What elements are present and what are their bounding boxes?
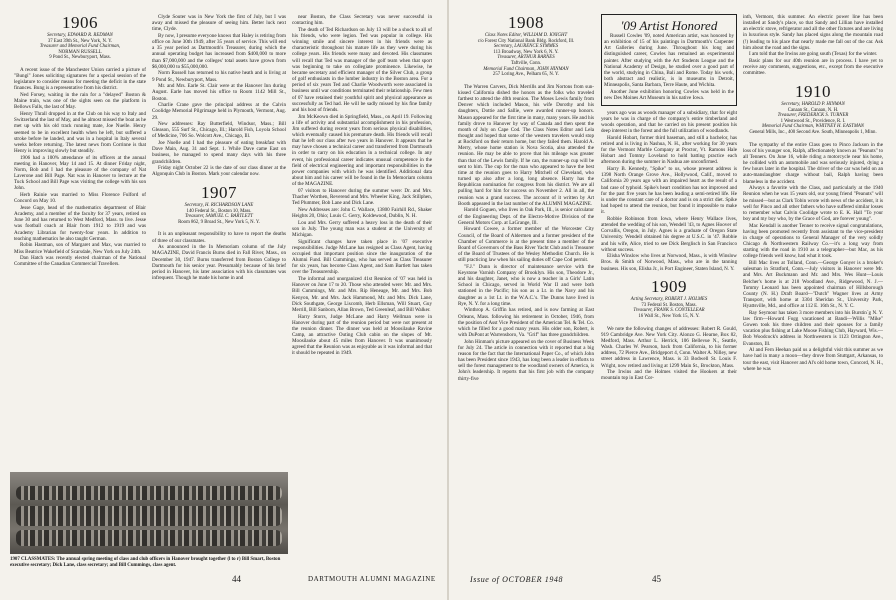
- treasurer-role: Treasurer,: [497, 55, 517, 61]
- officer-name: ROBERT J. HOLMES: [664, 297, 708, 303]
- paragraph: Ray Seymour has taken 3 more members into his Burstin´g N. Y. law firm—Howard Fogg vacationed at Bandi—Willis "Mike" Gowen took his three children and their spouses for a family vacation plus fishing at Lake Moose Fishing Club, Hayward, Wis.—Bob Woodcock's address in Northwestern is 1123 Ortington Ave., Evanston, Ill.: [743, 309, 883, 347]
- memorial-name: WHITNEY H. EASTMAN: [815, 124, 864, 130]
- officer-role: Class Notes Editor,: [484, 33, 522, 38]
- paragraph: Clyde Souter was in New York the first of July, but I was away and missed the pleasure of seeing him. Better luck next time, Clyde.: [152, 14, 286, 33]
- paragraph: The sympathy of the entire Class goes to Pinco Jackson in the loss of his younger son, Ralph, affectionately known as "Peanuts" to all Tenners. On June 16, while riding a motorcycle near his home, he collided with an automobile and was seriously injured, dying a few hours later in the hospital. The driver of the car was held on an auto-manslaughter charge without bail, Ralph having been blameless in the accident.: [743, 141, 883, 185]
- treasurer-role: Treasurer,: [185, 214, 205, 220]
- officer-role: Secretary,: [47, 33, 67, 38]
- officer-name: HAROLD P. HINMAN: [801, 102, 845, 108]
- paragraph: Bill Mac lives at Tolland, Conn.—George Gonyer is a broker's salesman in Stratford, Conn.—July visitors in Hanover were Mr. and Mrs. Art Buckmann and Mr. and Mrs. Wes Hunt—Louis Belcher's home is at 218 Woodland Ave., Ridgewood, N. J.—Tommy Leonard has been appointed chairman of Hillsborough County (N. H.) Draft Board—"Dutch" Wagner lives at Army Transport, with home at 3304 Sheridan St., University Park, Hyattsville, Md., and office at 112 E. 16th St., N. Y. C.: [743, 260, 883, 310]
- page-gutter: [447, 0, 449, 600]
- paragraph: Robbie Robinson from Iowa, where Henry Wallace lives, attended the wedding of his son, Wendell '43, to Agnes Hoover of Corvallis, Oregon, in July. Agnes is a graduate of Oregon State University. Wendell obtained his degree at U.S.C. in '47. Robbie and his wife, Alice, tried to see Dick Berglisch in San Francisco without success.: [601, 215, 737, 253]
- class-year-heading: 1910: [795, 82, 831, 102]
- class-year-heading: 1909: [651, 277, 687, 297]
- memorial-name: JOHN HINMAN: [536, 66, 569, 72]
- artist-honored-box: [601, 14, 737, 106]
- right-column-3: [743, 14, 883, 569]
- paragraph: Mac Kendall is another Tenner to receive signal congratulations, having been promoted recently from assistant to the vice-president in charge of operations to General Manager of the very solidly Chicago & Northwestern Railway Co.—it's a long way from starting with the road in 1910 as a telegrapher—but Mac, as his college friends well know, had what it took.: [743, 222, 883, 260]
- paragraph: Ned Forsey, waiting in the rain for a "delayed" Boston & Maine train, was one of the sights seen on the platform in Bellows Falls, the last of May.: [14, 92, 146, 111]
- treasurer-address: Room 862, 9 Broad St., New York 5, N. Y.: [178, 219, 260, 225]
- treasurer-address: 9 Pond St., Newburyport, Mass.: [49, 55, 111, 61]
- paragraph: Significant changes have taken place in '07 executive responsibilities. Judge McLane has resigned as Class Agent, having occupied that important position since the inauguration of the Alumni Fund. Bill Cummings, who has served as Class Treasurer for six years, has become Class Agent, and Sam Bartlett has taken over the Treasurership.: [292, 238, 432, 276]
- treasurer-address: Taftville, Conn.: [510, 60, 542, 66]
- paragraph: The informal and unorganized 41st Reunion of '07 was held in Hanover on June 17 to 20. Those who attended were: Mr. and Mrs. Bill Cummings, Mr. and Mrs. Rip Heneage, Mr. and Mrs. Bob Kenyon, Mr. and Mrs. Jack Hammond, Mr. and Mrs. Dick Lane, Dick Southgate, George Liscomb, Herb Ellsman, Will Stuart, Guy Merrill, Bill Sanborn, Allan Brown, Ted Greenleaf, and Bill Walker.: [292, 276, 432, 313]
- paragraph: Henry Thrall dropped in at the Club on his way to Italy and Switzerland the last of May, and he almost missed the boat as he met up with his old track running mate, Joe Nuelle. Henry seemed to be in excellent health when he left, but suffered a stroke before he landed, and was in a hospital in Italy several weeks before returning. The latest news from Corrinne is that Henry is improving slowly but steadily.: [14, 111, 146, 154]
- paragraph: 07 visitors to Hanover during the summer were: Dr. and Mrs. Thacher Worthen, Reverend and Mrs. Wheeler King, Jack Stillphen, Ted Plummer, Bob Lane and Dick Lane.: [292, 187, 432, 207]
- secretary-role: Secretary,: [493, 44, 514, 50]
- paragraph: Howard Cowee, a former member of the Worcester City Council, of the Board of Aldermen and a former president of the Chamber of Commerce is at the present time a member of the Board of Governors of the Bass River Yacht Club and is Treasurer of the Board of Trustees of the Wesley Methodist Church. He is still practicing law when his sailing duties off Cape Cod permit.: [458, 226, 594, 264]
- paragraph: As announced in the In Memoriam column of the July MAGAZINE, David Francis Burns died in Fall River, Mass., on December 30, 1947. Burns transferred from Boston College to Dartmouth for his senior year. Presumably because of his brief period in Hanover, his later association with his classmates was infrequent. Though he made his home in and: [152, 244, 286, 282]
- class-year-heading: 1908: [508, 14, 544, 32]
- paragraph: years ago was as woods manager of a subsidiary, that for eight years he was in charge of the company's entire timberland and woods operation, and that he carried on his present position his deep interest in the forest and the full utilization of woodlands.: [601, 109, 737, 135]
- treasurer-address: 1 Westwood St., Providence, R. I.: [780, 118, 846, 124]
- paragraph: Harold Goguen, who lives in Oak Park, Ill., is senior calculator of the Engineering Dept. of the Electro-Motive Division of the General Motors Corp. at LaGrange, Ill.: [458, 207, 594, 226]
- paragraph: Robin Hastman, son of Margaret and Max, was married to Miss Beatrice Wakefield of Scarsdale, New York on July 24th.: [14, 242, 146, 255]
- officer-address: 140 Federal St., Boston 10, Mass.: [186, 208, 252, 214]
- paragraph: Harry B. Kennedy, "Spike" to us, whose present address is 1398 North Orange Grove Ave., Hollywood, Calif., moved to California 20 years ago with an impaired heart as the result of a bad case of typhoid. Spike's heart condition has not improved and for the past five years he has been leading a semi-retired life. He is under the constant care of a doctor and is on a strict diet. Spike had hoped to attend the reunion, but found it impossible to make it.: [601, 166, 737, 216]
- paragraph: Lou and Mrs. Gerry suffered a heavy loss in the death of their son in July. The young man was a student at the University of Michigan.: [292, 219, 432, 238]
- photo-block: [10, 468, 290, 569]
- paragraph: Always a favorite with the Class, and particularly at the 1940 Reunion when he was 15 years old, our young friend "Peanuts" will be missed—but as Clark Tobin wrote with news of the accident, it is well for Pinco and all other fathers who have suffered similar losses to remember what Calvin Coolidge wrote to E. K. Hall "To your boy and my boy who, by the Grace of God, are forever young".: [743, 185, 883, 222]
- treasurer-role: Treasurer,: [777, 113, 797, 119]
- memorial-address: General Mills, Inc., 400 Second Ave. South, Minneapolis 1, Minn.: [749, 130, 877, 136]
- paragraph: Friday night October 22 is the date of our class dinner at the Algonquin Club in Boston. Mark your calendar now.: [152, 165, 286, 178]
- paragraph: The Irwins and the Holmes visited the Hookers at their mountain top in East Cor-: [601, 369, 737, 382]
- officer-role: Secretary,: [184, 203, 204, 209]
- paragraph: New addresses: Ray Butterfield, Windsor, Mass.; Bill Gleason, 555 Surf St., Chicago, Ill.; Harold Fish, Loyola School of Medicine, 706 So. Wolcott Ave., Chicago, Ill.: [152, 121, 286, 140]
- paragraph: A recent issue of the Manchester Union carried a picture of "Bungi" Jones soliciting signatures for a special session of the legislature to consider means for meeting the deficit in the state finances. Bung is a representative from his district.: [14, 66, 146, 92]
- paragraph: Russell Cowles '09, noted American artist, was honored by an exhibition of 15 of his paintings in Dartmouth's Carpenter Art Galleries during June. Throughout his long and distinguished career, Cowles has remained an experimental painter. After studying with the Art Students League and the National Academy of Design, he studied over a good part of the world, studying in China, Bali and Rome. Today his work, both abstract and realistic, is in museums in Detroit, Minneapolis, Santa Barbara, Terre Haute, and Wichita.: [604, 33, 734, 89]
- left-column-3: [292, 14, 432, 569]
- paragraph: Elisha Winslow who lives at Norwood, Mass., is with Winslow Bros. & Smith of Norwood, Mass., who are in the tanning business. His son, Elisha Jr., is Port Engineer, Staten Island, N. Y.: [601, 253, 737, 272]
- right-column-1: [458, 14, 594, 569]
- paragraph: Norm Russell has returned to his native heath and is living at 9 Pond St., Newburyport, Mass.: [152, 70, 286, 83]
- paragraph: inth, Vermont, this summer. An electric power line has been installed at Sandy's place, so that Sandy and Lillian have installed an electric stove, refrigerator and all the other fixtures and are living in luxurious style. Sandy has placed signs along the mountain road (!) leading to his place that nearly made me fall out of the car. Ask him about the road and the signs.: [743, 14, 883, 51]
- officer-name: WILLIAM D. KNIGHT: [523, 33, 568, 38]
- photo-caption: 1907 CLASSMATES: The annual spring meeting of class and club officers in Hanover brought together (l to r) Bill Smart, Boston executive secretary; Dick Lane, class secretary; and Bill Cummings, class agent.: [10, 557, 281, 568]
- paragraph: Charlie Crane gave the principal address at the Calvin Coolidge Memorial Pilgrimage held in Plymouth, Vermont, Aug. 29.: [152, 102, 286, 121]
- officer-name: H. RICHARDSON LANE: [204, 203, 254, 209]
- class-year-heading: 1906: [62, 14, 98, 32]
- paragraph: John Hinman's picture appeared on the cover of Business Week for July 24. The article in connection with it reported that a big reason for the fact that the International Paper Co., of which John has been President since 1943, has long been a leader in efforts to sell the forest management to the woodland owners of America, is John's leadership. It reports that his first job with the company thirty-five: [458, 338, 594, 382]
- footer-right: Issue of OCTOBER 1948: [470, 575, 564, 584]
- class-photo: [10, 472, 288, 554]
- treasurer-name: SAMUEL C. BARTLETT: [205, 214, 253, 220]
- paragraph: Basic plans for our 40th reunion are in process. I have yet to receive any comments, suggestions, etc., except from the executive committee.: [743, 58, 883, 77]
- paragraph: New Addresses are: John C. Wallace, 13800 Fairhill Rd., Shaker Heights 20, Ohio; Louis C. Gerry, Koldewood, Dublin, N. H.: [292, 206, 432, 219]
- treasurer-name: FREDERICK S. TURNER: [798, 113, 849, 119]
- paragraph: Another June exhibition honoring Cowles was held in the new Des Moines Art Museum in his native Iowa.: [604, 88, 734, 102]
- paragraph: I am told that the Irwins are going south (Texas) for the winter.: [749, 51, 878, 58]
- paragraph: Jim McKeown died in Springfield, Mass., on April 19. Following a life of activity and substantial accomplishment in his profession, Jim suffered during recent years from serious physical disabilities, which eventually caused his premature death. His friends will recall that he left our class after two years in Hanover. It appears that he may have chosen a technical career and transferred from Dartmouth in order to carry on his education in a technical college. In any event, his professional career indicates unusual competence in the field of electrical engineering and important responsibilities in the power companies with which he was identified. Additional data about him and his career will be found in the In Memoriam column of the MAGAZINE.: [292, 113, 432, 188]
- paragraph: "F.J." Dunn is director of maintenance service with the Keystone Varnish Company of Brooklyn. His son, Theodore Jr., and his daughter, Janet, who is now a teacher in a Girls' Latin School in Chicago, served in World War II and were both stationed in the Pacific; his son as a Lt. in the Navy and his daughter as a 1st Lt. in the W.A.C.'s. The Dunns have lived in Rye, N. Y. for a long time.: [458, 263, 594, 307]
- officer-address: 73 Federal St. Boston, Mass.: [641, 302, 697, 308]
- paragraph: Mr. and Mrs. Earle St. Clair were at the Hanover Inn during August. Earle has moved his office to Room 1142 Mill St., Boston.: [152, 83, 286, 102]
- footer-left: DARTMOUTH ALUMNI MAGAZINE: [308, 575, 436, 583]
- treasurer-role: Treasurer,: [633, 308, 653, 314]
- paragraph: Al and Fern Heehan paid us a delightful visit this summer as we have had in many a moon—they drove from Stuttgart, Arkansas, to tour the east, visit Hanover and Al's old home town, Concord, N. H., where he was: [743, 347, 883, 372]
- secretary-address: 113 Broadway, New York 6, N. Y.: [493, 49, 559, 55]
- officer-address: Canaan St., Canaan, N. H.: [787, 107, 839, 113]
- officer-address: c/o Forest City National Bank Bldg. Rockford, Ill.: [477, 38, 575, 44]
- treasurer-address: 16 Wall St., New York 15, N. Y.: [638, 314, 700, 320]
- paragraph: Joe Nuelle and I had the pleasure of eating breakfast with Dave Main, Aug. 31 and Sept. 1. While Dave came East on business, he managed to spend many days with his three grandchildren.: [152, 140, 286, 165]
- treasurer-name: FRANK S. CONTELLEAR: [653, 308, 705, 314]
- paragraph: 1906 had a 100% attendance of its officers at the annual meeting in Hanover, May 14 and 15. At dinner Friday night, Norm, Bob and I had the pleasure of the company of Nat Laverone and Bill Page. Nat was in Hanover to lecture at the Tuck School and Bill Page was visiting the college with his son John.: [14, 154, 146, 192]
- treasurer-name: NORMAN RUSSELL: [58, 49, 102, 55]
- paragraph: Jesse Gage, head of the mathematics department of Blair Academy, and a member of the faculty for 37 years, retired on June 30 and has returned to West Medford, Mass. to live. Jesse was football coach at Blair from 1912 to 1919 and was Academy Librarian for twenty-four years. In addition to teaching mathematics he also taught German.: [14, 204, 146, 242]
- officer-role: Acting Secretary,: [630, 297, 664, 303]
- paragraph: The death of Ted Richardson on July 13 will be a shock to all of his friends, who were legion. Ted was popular in college. His winning smile and sincere interest in his friends were as characteristic throughout his mature life as they were during his college years. His friends were many and devoted. His classmates will recall that Ted was manager of the golf team when that sport was beginning to take on collegiate prominence. Likewise, he became secretary and efficient manager of the Silver Club, a group of golf enthusiasts in the lumber industry in the Boston area. For a period of six years Ted and Charlie Woodworth were associated in business until war conditions terminated their relationship. Few men of 07 have retained their youthful spirit and physical appearance as successfully as Ted had. He will be sadly missed by his fine family and his host of friends.: [292, 26, 432, 113]
- paragraph: Dan Hatch was recently elected chairman of the National Committee of the Canadian Commercial Travellers.: [14, 255, 146, 268]
- memorial-role: Memorial Fund Chairman,: [483, 66, 536, 72]
- paragraph: Harry Storrs, Judge McLane and Harry Wellman were in Hanover during part of the reunion period but were not present at the reunion dinner. The dinner was held at Moosilauke Ravine Camp, an attractive Outing Club cabin on the slopes of Mt. Moosilauke about 45 miles from Hanover. It was unanimously agreed that the Reunion was as enjoyable as it was informal and that it should be repeated in 1949.: [292, 313, 432, 357]
- paragraph: The Warren Carvers, Dick Merrills and Jim Nortons from sun-kissed California dished the honors as the folks who traveled farthest to attend the 40th reunion. The Moses Lewis family from Denver which included Mason, his wife Dorothy and his daughters, Dottie and Sallie, were awarded runner-up honors. Mason appeared for the first time in many, many years. He and his family drove to Hanover by way of Canada and then spent the month of July on Cape Cod. The Class Notes Editor and Lela thought and hoped that some of the western travelers would stop at Rockford on their return home, but they failed them. Harold A. Merry, whose home station is Nova Scotia, also attended the reunion. He may be able to prove that his mileage was greater than that of the Lewis family. If he can, the runner-up cup will be sent to him. The cup for the man who appeared to have the best time at the reunion goes to Harry Mitchell of Cleveland, who turned up also after a long, long absence. Harry has the Republican nomination for congress from his district. We are all pulling hard for him for success on November 2. All in all, the reunion was a grand success. The account of it written by Art Booth appeared in the last number of the ALUMNI MAGAZINE.: [458, 83, 594, 207]
- paragraph: By now, I presume everyone knows that Haley is retiring from office on June 30th 1949, after 35 years of service. This will end a 35 year period as Dartmouth's Treasurer, during which the annual operating budget has increased from $400,000 to more than $7,000,000 and the colleges' total assets have grown from $6,000,000 to $55,000,000.: [152, 32, 286, 70]
- memorial-address: 257 Loring Ave., Pelham 65, N. Y.: [492, 72, 560, 78]
- paragraph: near Boston, the Class Secretary was never successful in contacting him.: [292, 14, 432, 27]
- paragraph: Herb Rainie was married to Miss Florence Fulford of Concord on May 10.: [14, 192, 146, 205]
- right-column-2: [601, 14, 737, 569]
- paragraph: It is an unpleasant responsibility to have to report the deaths of three of our classmates.: [152, 231, 286, 244]
- class-year-heading: 1907: [201, 183, 237, 203]
- treasurer-role: Treasurer and Memorial Fund Chairman,: [39, 44, 121, 50]
- page-number-right: 45: [652, 574, 661, 584]
- box-title: '09 Artist Honored: [620, 18, 718, 33]
- memorial-role: Memorial Fund Chairman,: [762, 124, 815, 130]
- paragraph: Harold Hobart, former third baseman, and still a bachelor, has retired and is living in Nashua, N. H., after working for 30 years for the Vermont Marble Company at Proctor, Vt. Ramons Hale Hobart and Tommy Loveland to hold batting practice each afternoon during the summer in Nashua are unconfirmed.: [601, 134, 737, 166]
- officer-role: Secretary,: [781, 102, 801, 108]
- paragraph: We note the following changes of addresses: Robert R. Gould, 919 Cambridge Ave. New York City. Alonzo G. Hearne, Box 82, Medford, Mass. Arthur L. Herrick, 106 Bellevue N., Seattle, Wash. Charles W. Pearson, back from California, to his former address, 72 Pierce Ave., Bridgeport 4, Conn. Walter A. Nilley, new street address in Lawrence, Mass. is 33 Bodwell St. Louis F. Wright, now retired and living at 1299 Main St., Brockton, Mass.: [601, 325, 737, 369]
- left-column-2: [152, 14, 286, 464]
- secretary-name: LAURENCE SYMMES: [514, 44, 559, 50]
- page-number-left: 44: [232, 574, 241, 584]
- officer-address: 37 East 39th St., New York, N. Y.: [47, 38, 113, 44]
- treasurer-name: ARTHUR BARNES: [517, 55, 555, 61]
- officer-name: EDWARD R. REDMAN: [67, 33, 113, 38]
- paragraph: Winthrop A. Griffin has retired, and is now farming at East Orleans, Mass. following his retirement in October, 1946, from the position of Asst Vice President of the American Tel. & Tel. Co. which he filled for a good many years. His older son, Robert, is with DuPont at Warrensboro, Va. "Grif" has three grandchildren.: [458, 307, 594, 338]
